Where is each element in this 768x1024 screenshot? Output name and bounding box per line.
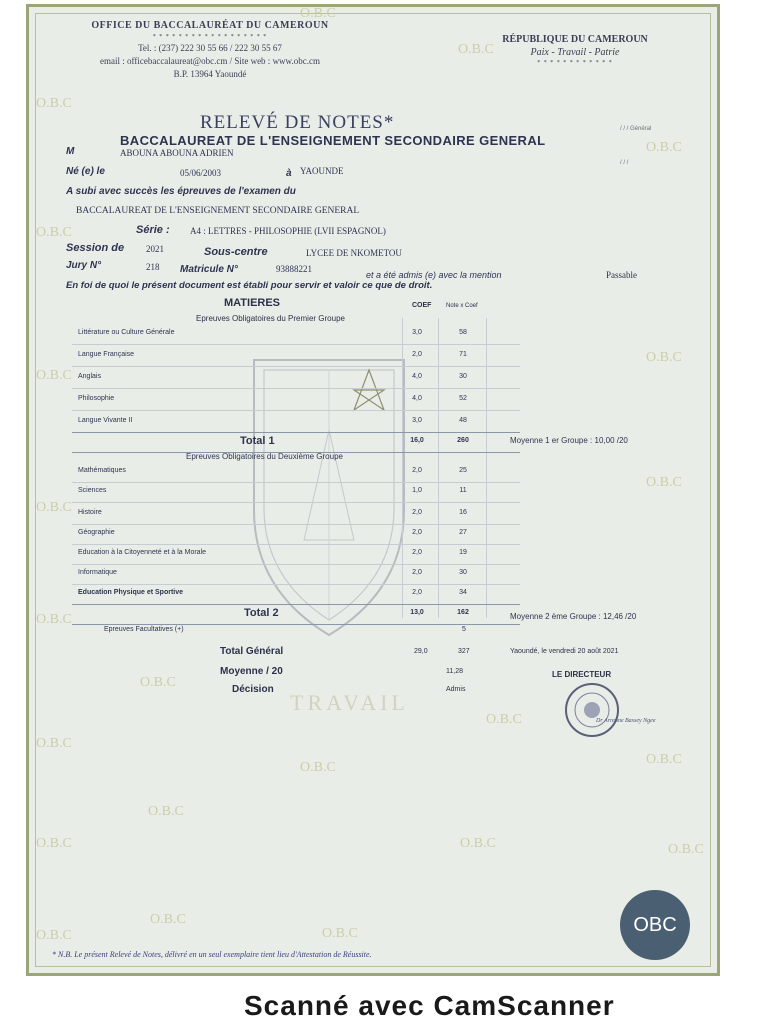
office-header: [40, 20, 380, 82]
exam-name: BACCALAUREAT DE L'ENSEIGNEMENT SECONDAIRE GENERAL: [76, 206, 360, 216]
subject-name: Sciences: [78, 487, 107, 494]
subject-note: 19: [459, 549, 467, 556]
watermark-obc: O.B.C: [36, 500, 72, 515]
table-row: [72, 564, 520, 585]
subject-coef: 3,0: [412, 417, 422, 424]
republic-motto: Paix - Travail - Patrie: [530, 47, 620, 58]
watermark-obc: O.B.C: [148, 804, 184, 819]
table-row: [72, 324, 520, 345]
total-general-label: Total Général: [220, 646, 284, 657]
subject-note: 30: [459, 569, 467, 576]
total2-coef: 13,0: [410, 609, 424, 616]
subject-name: Langue Française: [78, 351, 135, 358]
subject-note: 71: [459, 351, 467, 358]
success-text: A subi avec succès les épreuves de l'examen du: [66, 186, 296, 197]
watermark-obc: O.B.C: [646, 350, 682, 365]
facultatives-label: Epreuves Facultatives (+): [104, 626, 184, 633]
table-row: [72, 544, 520, 565]
subject-note: 16: [459, 509, 467, 516]
subject-coef: 1,0: [412, 487, 422, 494]
sous-centre-label: Sous-centre: [204, 246, 268, 258]
moyenne-group1: Moyenne 1 er Groupe : 10,00 /20: [510, 436, 628, 445]
watermark-obc: O.B.C: [140, 675, 176, 690]
subject-note: 34: [459, 589, 467, 596]
jury-label: Jury N°: [66, 260, 102, 271]
total-general-note: 327: [458, 648, 470, 655]
total1-note: 260: [457, 437, 469, 444]
watermark-obc: O.B.C: [486, 712, 522, 727]
mention-value: Passable: [606, 270, 637, 280]
place-date: Yaoundé, le vendredi 20 août 2021: [510, 648, 619, 655]
session-value: 2021: [146, 244, 164, 254]
jury-value: 218: [146, 262, 160, 272]
born-place: YAOUNDE: [300, 166, 344, 176]
table-row: [72, 368, 520, 389]
republic-header: [455, 34, 695, 66]
serie-value: A4 : LETTRES - PHILOSOPHIE (LVII ESPAGNOL): [190, 226, 386, 236]
watermark-obc: O.B.C: [36, 736, 72, 751]
subject-name: Education Physique et Sportive: [78, 589, 184, 596]
director-title: LE DIRECTEUR: [552, 670, 612, 679]
office-bp: B.P. 13964 Yaoundé: [173, 69, 247, 79]
office-name: OFFICE DU BACCALAURÉAT DU CAMEROUN: [91, 20, 329, 31]
watermark-obc: O.B.C: [36, 368, 72, 383]
subject-name: Littérature ou Culture Générale: [78, 329, 175, 336]
subject-coef: 2,0: [412, 529, 422, 536]
table-row: [72, 462, 520, 483]
reference-code: / / / Général: [620, 126, 652, 132]
total1-row: [72, 432, 520, 453]
subject-name: Informatique: [78, 569, 117, 576]
moyenne-label: Moyenne / 20: [220, 666, 283, 677]
watermark-obc: O.B.C: [646, 752, 682, 767]
watermark-obc: O.B.C: [646, 475, 682, 490]
table-row: [72, 584, 520, 605]
document-title: RELEVÉ DE NOTES*: [200, 112, 395, 133]
subject-coef: 4,0: [412, 395, 422, 402]
total1-coef: 16,0: [410, 437, 424, 444]
watermark-obc: O.B.C: [646, 140, 682, 155]
subject-name: Mathématiques: [78, 467, 126, 474]
watermark-obc: O.B.C: [668, 842, 704, 857]
republic-name: RÉPUBLIQUE DU CAMEROUN: [502, 34, 648, 45]
subject-note: 25: [459, 467, 467, 474]
watermark-obc: O.B.C: [36, 96, 72, 111]
subject-note: 52: [459, 395, 467, 402]
watermark-obc: O.B.C: [36, 836, 72, 851]
born-at-label: à: [286, 168, 292, 179]
table-row: [72, 482, 520, 503]
subject-coef: 2,0: [412, 351, 422, 358]
watermark-obc: O.B.C: [458, 42, 494, 57]
total1-label: Total 1: [240, 435, 275, 447]
watermark-obc: O.B.C: [322, 926, 358, 941]
matricule-label: Matricule N°: [180, 264, 238, 275]
decision-value: Admis: [446, 686, 466, 693]
watermark-obc: O.B.C: [36, 225, 72, 240]
watermark-obc: O.B.C: [150, 912, 186, 927]
republic-stars: * * * * * * * * * * * *: [537, 60, 613, 66]
subject-name: Histoire: [78, 509, 102, 516]
office-stars: * * * * * * * * * * * * * * * * * *: [152, 34, 268, 40]
subject-coef: 2,0: [412, 467, 422, 474]
watermark-obc: O.B.C: [36, 928, 72, 943]
reference-code-2: / / /: [620, 160, 629, 166]
candidate-name: ABOUNA ABOUNA ADRIEN: [120, 148, 234, 158]
col-matieres: MATIERES: [224, 297, 281, 309]
office-tel: Tel. : (237) 222 30 55 66 / 222 30 55 67: [138, 43, 282, 53]
subject-coef: 4,0: [412, 373, 422, 380]
decision-label: Décision: [232, 684, 274, 695]
subject-coef: 2,0: [412, 589, 422, 596]
born-date: 05/06/2003: [180, 168, 222, 178]
candidate-prefix: M: [66, 146, 75, 157]
subject-note: 27: [459, 529, 467, 536]
sous-centre-value: LYCEE DE NKOMETOU: [306, 248, 402, 258]
watermark-obc: O.B.C: [300, 6, 336, 21]
group1-title: Epreuves Obligatoires du Premier Groupe: [196, 314, 345, 323]
subject-coef: 2,0: [412, 569, 422, 576]
group2-title: Epreuves Obligatoires du Deuxième Groupe: [186, 452, 343, 461]
table-row: [72, 412, 520, 433]
footer-note: * N.B. Le présent Relevé de Notes, délivré en un seul exemplaire tient lieu d'Attestation de Réussite.: [52, 950, 372, 959]
subject-coef: 2,0: [412, 509, 422, 516]
exam-title: BACCALAUREAT DE L'ENSEIGNEMENT SECONDAIRE GENERAL: [120, 133, 546, 148]
col-note: Note x Coef: [446, 303, 478, 309]
serie-label: Série :: [136, 224, 170, 236]
table-row: [72, 390, 520, 411]
subject-name: Education à la Citoyenneté et à la Morale: [78, 549, 207, 556]
camscanner-watermark: Scanné avec CamScanner: [244, 990, 615, 1021]
subject-name: Anglais: [78, 373, 101, 380]
watermark-travail: TRAVAIL: [290, 690, 409, 715]
watermark-obc: O.B.C: [300, 760, 336, 775]
matricule-value: 93888221: [276, 264, 312, 274]
moyenne-value: 11,28: [446, 668, 463, 675]
foi-text: En foi de quoi le présent document est établi pour servir et valoir ce que de droit.: [66, 280, 433, 291]
subject-coef: 3,0: [412, 329, 422, 336]
subject-name: Géographie: [78, 529, 115, 536]
total2-note: 162: [457, 609, 469, 616]
facultatives-note: 5: [462, 626, 466, 633]
admis-text: et a été admis (e) avec la mention: [366, 270, 502, 280]
subject-note: 11: [459, 487, 467, 494]
born-label: Né (e) le: [66, 166, 105, 177]
total2-label: Total 2: [244, 607, 279, 619]
col-coef: COEF: [412, 302, 432, 309]
watermark-obc: O.B.C: [460, 836, 496, 851]
subject-name: Philosophie: [78, 395, 115, 402]
total2-row: [72, 604, 520, 625]
subject-coef: 2,0: [412, 549, 422, 556]
subject-note: 48: [459, 417, 467, 424]
grades-table: [72, 318, 520, 618]
table-row: [72, 524, 520, 545]
session-label: Session de: [66, 242, 125, 254]
moyenne-group2: Moyenne 2 ème Groupe : 12,46 /20: [510, 612, 637, 621]
director-signature: Dr Arrenne Bassey Ngee: [596, 718, 656, 724]
office-email: email : officebaccalaureat@obc.cm / Site web : www.obc.cm: [100, 56, 320, 66]
table-row: [72, 346, 520, 367]
watermark-obc: O.B.C: [36, 612, 72, 627]
subject-name: Langue Vivante II: [78, 417, 133, 424]
total-general-coef: 29,0: [414, 648, 428, 655]
official-stamp: [560, 680, 636, 740]
subject-note: 30: [459, 373, 467, 380]
obc-logo: OBC: [620, 890, 690, 960]
table-row: [72, 504, 520, 525]
subject-note: 58: [459, 329, 467, 336]
